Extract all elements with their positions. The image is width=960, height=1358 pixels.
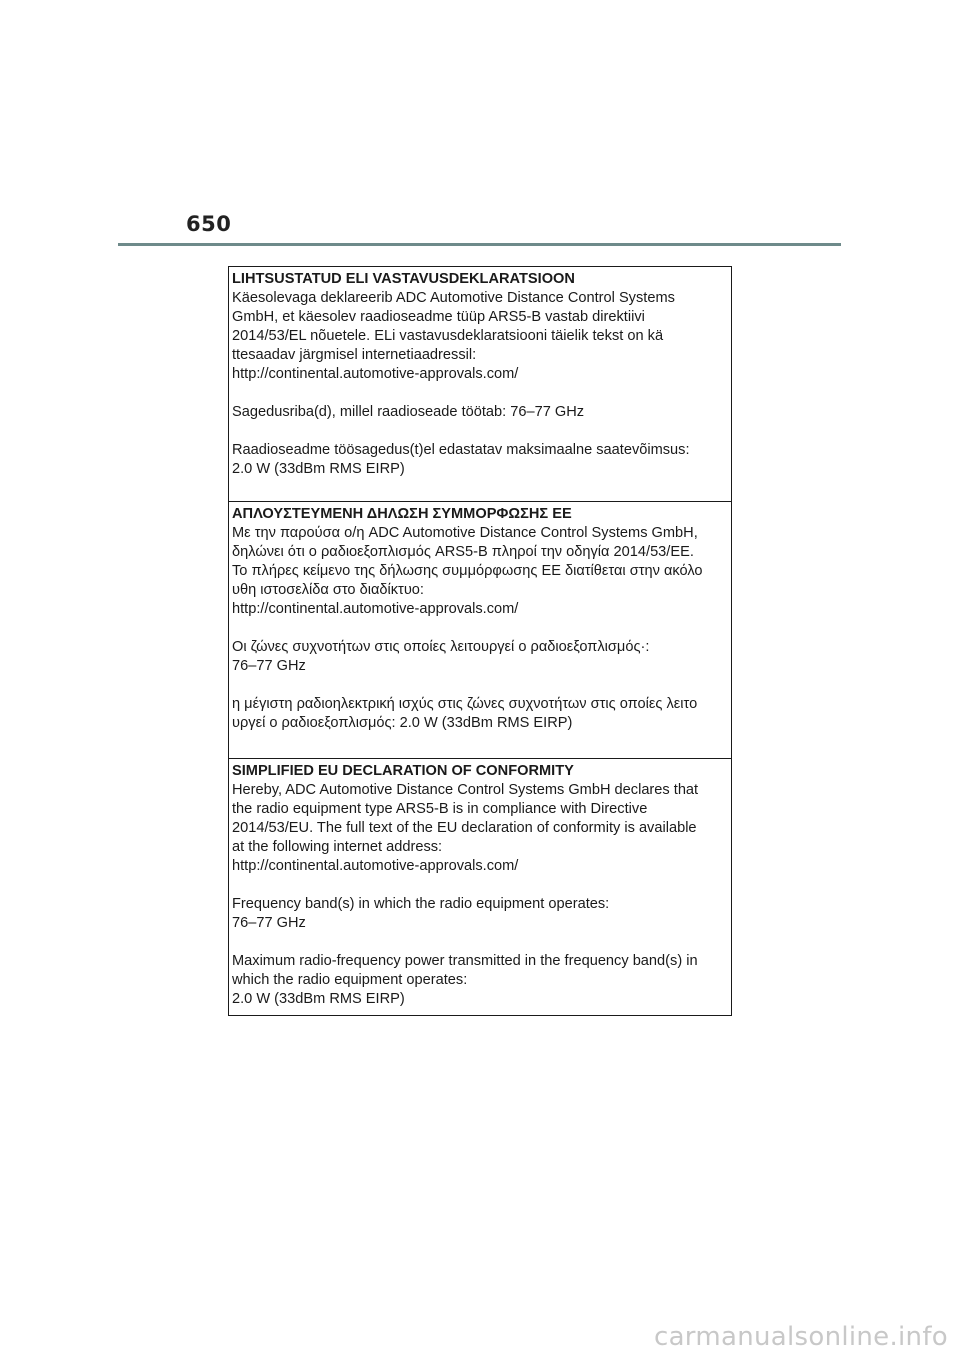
declaration-section-estonian	[229, 267, 731, 502]
text-line: at the following internet address:	[232, 839, 443, 855]
text-line: ttesaadav järgmisel internetiaadressil:	[232, 347, 477, 363]
text-line: υθη ιστοσελίδα στο διαδίκτυο:	[232, 582, 424, 598]
declaration-section-english	[229, 759, 731, 1015]
text-line: Hereby, ADC Automotive Distance Control Systems GmbH declares that	[232, 782, 699, 798]
text-line: 2.0 W (33dBm RMS EIRP)	[232, 991, 405, 1007]
text-line: 76–77 GHz	[232, 658, 306, 674]
text-line: Frequency band(s) in which the radio equipment operates:	[232, 896, 610, 912]
blank-line	[232, 876, 729, 895]
text-line: Raadioseadme töösagedus(t)el edastatav maksimaalne saatevõimsus:	[232, 442, 690, 458]
text-line: GmbH, et käesolev raadioseadme tüüp ARS5-B vastab direktiivi	[232, 309, 645, 325]
declaration-section-greek	[229, 502, 731, 759]
section-title: ΑΠΛΟΥΣΤΕΥΜΕΝΗ ΔΗΛΩΣΗ ΣΥΜΜΟΡΦΩΣΗΣ ΕΕ	[232, 506, 572, 522]
site-watermark: carmanualsonline.info	[653, 1322, 948, 1352]
header-divider	[118, 243, 841, 246]
text-line: Το πλήρες κείμενο της δήλωσης συμμόρφωσης ΕΕ διατίθεται στην ακόλο	[232, 563, 703, 579]
text-line: 2.0 W (33dBm RMS EIRP)	[232, 461, 405, 477]
blank-line	[232, 619, 729, 638]
text-line: 2014/53/EL nõuetele. ELi vastavusdeklaratsiooni täielik tekst on kä	[232, 328, 664, 344]
text-line: υργεί ο ραδιοεξοπλισμός: 2.0 W (33dBm RMS EIRP)	[232, 715, 573, 731]
text-line: 76–77 GHz	[232, 915, 306, 931]
text-line: 2014/53/EU. The full text of the EU declaration of conformity is available	[232, 820, 697, 836]
page-number: 650	[186, 212, 232, 236]
text-line: Maximum radio-frequency power transmitted in the frequency band(s) in	[232, 953, 698, 969]
url-text: http://continental.automotive-approvals.com/	[232, 366, 519, 382]
text-line: δηλώνει ότι ο ραδιοεξοπλισμός ARS5-B πληροί την οδηγία 2014/53/ΕΕ.	[232, 544, 694, 560]
section-title: LIHTSUSTATUD ELI VASTAVUSDEKLARATSIOON	[232, 271, 575, 287]
blank-line	[232, 676, 729, 695]
declaration-table	[228, 266, 732, 1016]
url-text: http://continental.automotive-approvals.com/	[232, 601, 519, 617]
section-title: SIMPLIFIED EU DECLARATION OF CONFORMITY	[232, 763, 574, 779]
text-line: the radio equipment type ARS5-B is in compliance with Directive	[232, 801, 648, 817]
text-line: Käesolevaga deklareerib ADC Automotive Distance Control Systems	[232, 290, 675, 306]
url-text: http://continental.automotive-approvals.com/	[232, 858, 519, 874]
text-line: which the radio equipment operates:	[232, 972, 468, 988]
blank-line	[232, 933, 729, 952]
blank-line	[232, 384, 729, 403]
blank-line	[232, 422, 729, 441]
text-line: Με την παρούσα ο/η ADC Automotive Distance Control Systems GmbH,	[232, 525, 698, 541]
text-line: Sagedusriba(d), millel raadioseade töötab: 76–77 GHz	[232, 404, 585, 420]
text-line: Οι ζώνες συχνοτήτων στις οποίες λειτουργεί ο ραδιοεξοπλισμός·:	[232, 639, 650, 655]
text-line: η μέγιστη ραδιοηλεκτρική ισχύς στις ζώνες συχνοτήτων στις οποίες λειτο	[232, 696, 698, 712]
